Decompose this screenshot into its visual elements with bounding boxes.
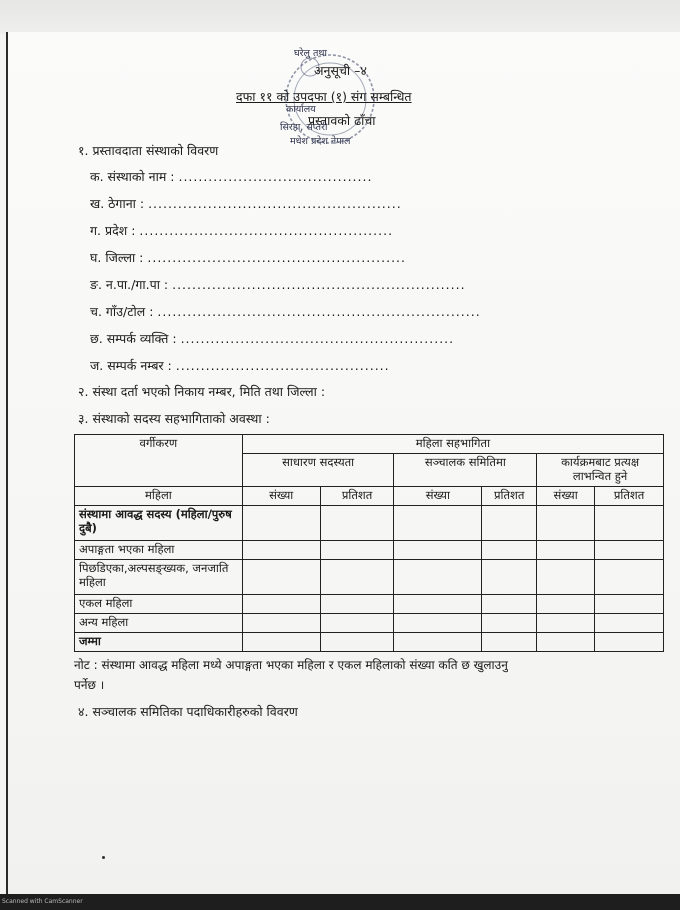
header-percent: प्रतिशत (595, 487, 664, 506)
field-contact-person: छ. सम्पर्क व्यक्ति : ....................................................... (90, 331, 455, 346)
row-label: जम्मा (75, 633, 243, 652)
seal-text-4: मधेश प्रदेश नेपाल (290, 136, 351, 147)
table-row (75, 633, 664, 652)
row-label: अन्य महिला (75, 614, 243, 633)
header-percent: प्रतिशत (482, 487, 537, 506)
header-classification: वर्गीकरण (75, 435, 243, 487)
note-line-1: नोट : संस्थामा आवद्ध महिला मध्ये अपाङ्गता भएका महिला र एकल महिलाको संख्या कति छ खुलाउनु (74, 658, 508, 672)
seal-text-1: घरेलु तथा (294, 48, 327, 59)
scan-top-edge (0, 0, 680, 34)
scan-bottom-edge (0, 894, 680, 910)
header-percent: प्रतिशत (320, 487, 394, 506)
field-contact-number: ज. सम्पर्क नम्बर : ........................................... (90, 358, 390, 373)
section-1-title: १. प्रस्तावदाता संस्थाको विवरण (78, 143, 219, 158)
header-board: सञ्चालक समितिमा (394, 454, 537, 487)
field-municipality: ङ. न.पा./गा.पा : ........................................................... (90, 277, 466, 292)
row-label: अपाङ्गता भएका महिला (75, 541, 243, 560)
section-3-title: ३. संस्थाको सदस्य सहभागिताको अवस्था : (78, 411, 270, 426)
table-row (75, 541, 664, 560)
header-women: महिला (75, 487, 243, 506)
table-row (75, 560, 664, 595)
participation-table (74, 434, 664, 652)
header-general-membership: साधारण सदस्यता (242, 454, 394, 487)
header-count: संख्या (242, 487, 320, 506)
seal-text-3: सिरहा, सप्तरी (280, 122, 328, 133)
seal-text-2: कार्यालय (286, 104, 316, 115)
row-label: पिछडिएका,अल्पसङ्ख्यक, जनजाति महिला (75, 560, 243, 595)
field-org-name: क. संस्थाको नाम : ....................................... (90, 169, 373, 184)
format-title: प्रस्तावको ढाँचा (308, 113, 376, 128)
ink-dot (102, 856, 105, 859)
header-count: संख्या (537, 487, 595, 506)
row-label: एकल महिला (75, 595, 243, 614)
header-women-participation: महिला सहभागिता (242, 435, 663, 454)
field-address: ख. ठेगाना : ................................................... (90, 196, 402, 211)
field-district: घ. जिल्ला : .................................................... (90, 250, 406, 265)
table-row (75, 595, 664, 614)
annex-subtitle: दफा ११ को उपदफा (१) संग सम्बन्धित (236, 89, 412, 104)
header-beneficiaries: कार्यक्रमबाट प्रत्यक्ष लाभन्वित हुने (537, 454, 664, 487)
table-row (75, 614, 664, 633)
field-village-tole: च. गाँउ/टोल : ................................................................. (90, 304, 481, 319)
row-label: संस्थामा आवद्ध सदस्य (महिला/पुरुष दुबै) (75, 506, 243, 541)
section-4-title: ४. सञ्चालक समितिका पदाधिकारीहरुको विवरण (78, 704, 298, 719)
header-count: संख्या (394, 487, 482, 506)
scanner-watermark: Scanned with CamScanner (2, 898, 83, 905)
section-2-title: २. संस्था दर्ता भएको निकाय नम्बर, मिति तथा जिल्ला : (78, 384, 326, 399)
note-line-2: पर्नेछ । (74, 678, 105, 692)
field-province: ग. प्रदेश : ................................................... (90, 223, 394, 238)
annex-title: अनुसूची –४ (314, 63, 367, 78)
table-row (75, 506, 664, 541)
